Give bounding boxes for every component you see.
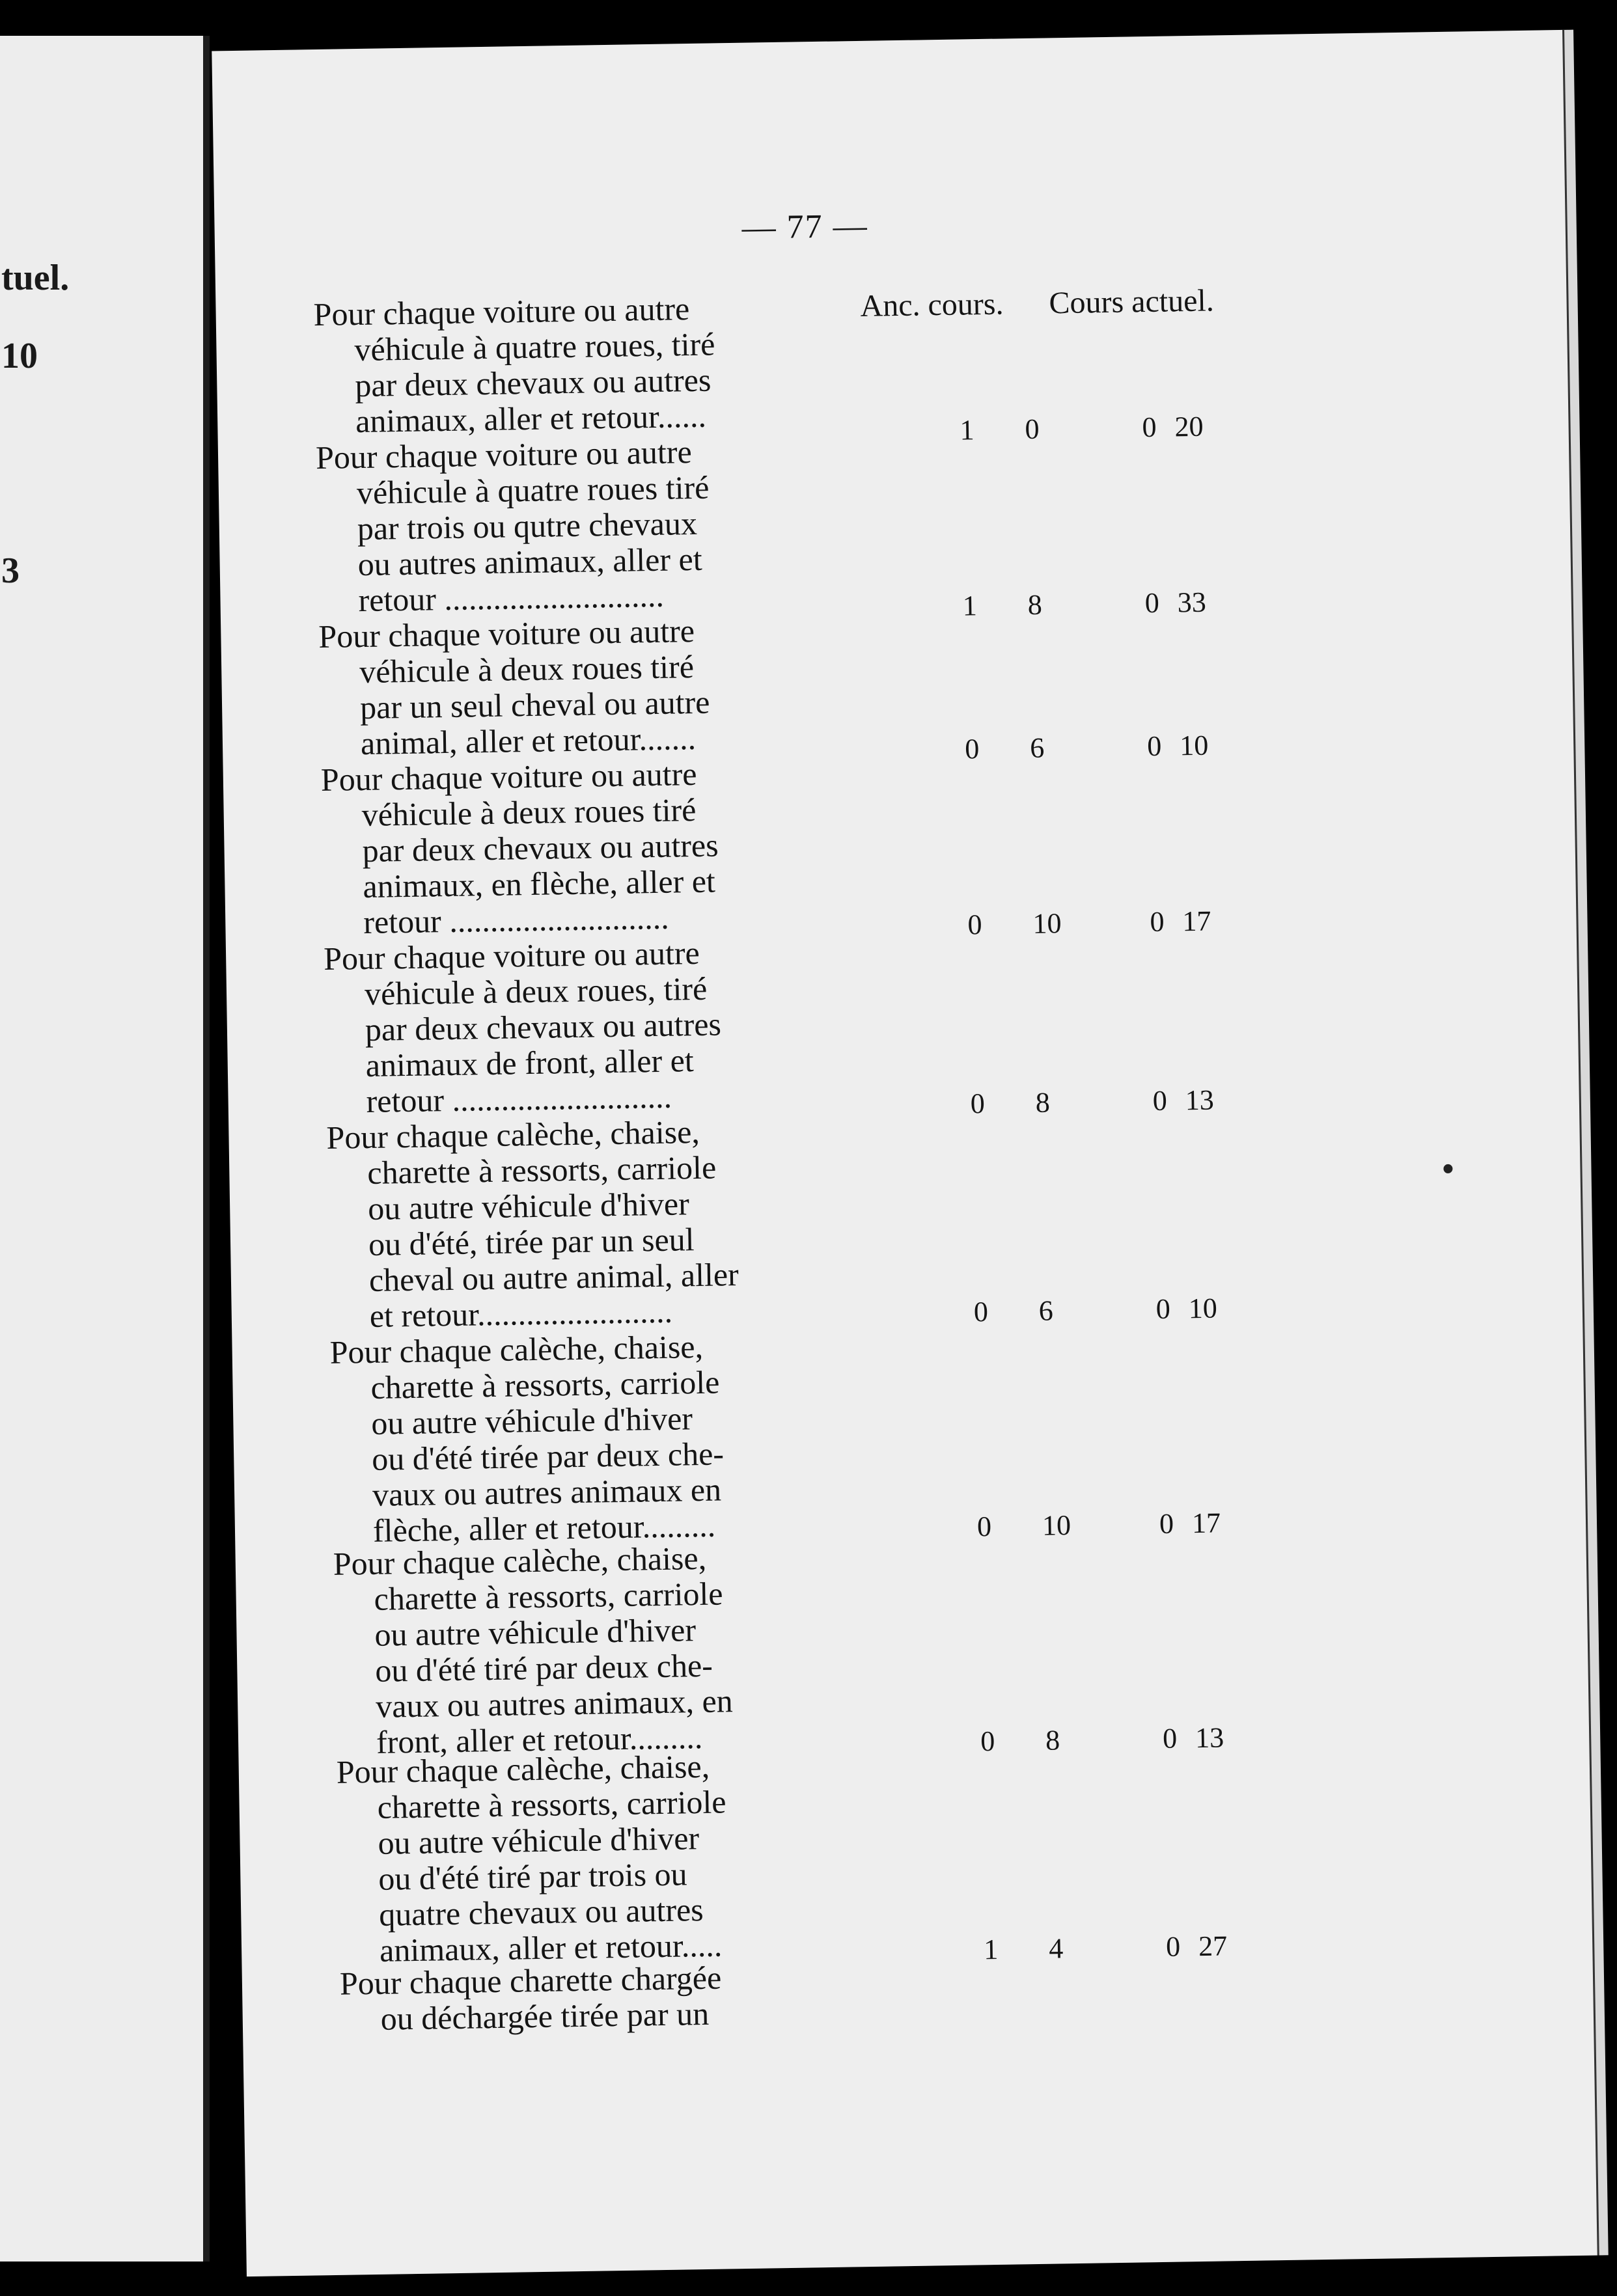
paper-speck bbox=[1443, 1164, 1452, 1173]
entry-line: retour ........................... bbox=[366, 1078, 672, 1119]
toll-entry bbox=[333, 1538, 831, 1761]
entry-line: ou déchargée tirée par un bbox=[380, 1995, 710, 2037]
entry-description bbox=[316, 432, 813, 619]
old-rate-pence: 8 bbox=[1035, 1086, 1051, 1119]
old-rate-shillings: 1 bbox=[960, 414, 974, 446]
entry-line: animaux, aller et retour...... bbox=[355, 397, 707, 440]
entry-line: ou autre véhicule d'hiver bbox=[367, 1185, 690, 1227]
previous-page-edge bbox=[0, 36, 210, 2262]
entry-description bbox=[326, 1112, 824, 1335]
entry-line: et retour........................ bbox=[369, 1292, 673, 1334]
current-rate-cents: 10 bbox=[1179, 729, 1209, 762]
entry-line: Pour chaque voiture ou autre bbox=[318, 612, 695, 655]
previous-page-fragment: tuel. bbox=[1, 258, 70, 298]
entry-line: charette à ressorts, carriole bbox=[366, 1149, 717, 1191]
current-rate-dollars: 0 bbox=[1146, 730, 1162, 763]
toll-entry bbox=[326, 1112, 824, 1335]
current-rate-dollars: 0 bbox=[1142, 411, 1157, 444]
toll-entry bbox=[336, 1747, 834, 1969]
entry-line: ou d'été tiré par trois ou bbox=[378, 1855, 687, 1897]
old-rate-shillings: 0 bbox=[976, 1510, 992, 1543]
old-rate-pence: 4 bbox=[1048, 1932, 1064, 1965]
entry-line: ou autres animaux, aller et bbox=[357, 540, 703, 583]
current-rate-cents: 33 bbox=[1177, 586, 1207, 619]
entry-line: véhicule à quatre roues, tiré bbox=[354, 325, 715, 368]
entry-line: Pour chaque calèche, chaise, bbox=[326, 1113, 700, 1156]
entry-line: véhicule à deux roues tiré bbox=[359, 648, 695, 690]
old-rate-shillings: 0 bbox=[964, 733, 980, 765]
entry-line: Pour chaque charette chargée bbox=[339, 1959, 722, 2002]
old-rate-shillings: 0 bbox=[967, 909, 982, 941]
current-rate-dollars: 0 bbox=[1155, 1292, 1171, 1325]
old-rate-pence: 6 bbox=[1038, 1294, 1054, 1327]
entry-line: charette à ressorts, carriole bbox=[370, 1363, 720, 1406]
entry-line: ou autre véhicule d'hiver bbox=[370, 1400, 693, 1442]
current-rate-dollars: 0 bbox=[1162, 1722, 1178, 1755]
entry-line: Pour chaque voiture ou autre bbox=[315, 433, 693, 476]
page-edge bbox=[1562, 30, 1609, 2256]
entry-line: par un seul cheval ou autre bbox=[359, 683, 710, 726]
entry-line: flèche, aller et retour......... bbox=[372, 1507, 716, 1549]
entry-line: ou d'été tiré par deux che- bbox=[374, 1647, 713, 1689]
toll-entry bbox=[340, 1958, 836, 2038]
entry-line: retour ........................... bbox=[363, 899, 670, 941]
entry-description bbox=[318, 611, 815, 762]
old-rate-shillings: 0 bbox=[973, 1296, 989, 1328]
entry-line: animaux, en flèche, aller et bbox=[363, 862, 716, 905]
old-rate-shillings: 1 bbox=[983, 1933, 999, 1966]
old-rate-pence: 6 bbox=[1029, 731, 1045, 764]
entry-line: charette à ressorts, carriole bbox=[377, 1783, 726, 1825]
entry-line: ou autre véhicule d'hiver bbox=[378, 1820, 700, 1861]
old-rate-shillings: 1 bbox=[962, 590, 978, 622]
entry-line: animaux de front, aller et bbox=[365, 1042, 695, 1084]
old-rate-pence: 8 bbox=[1027, 588, 1043, 621]
toll-entry bbox=[320, 754, 818, 941]
toll-entry bbox=[324, 933, 821, 1120]
current-rate-dollars: 0 bbox=[1150, 905, 1165, 938]
entry-line: véhicule à deux roues, tiré bbox=[364, 970, 708, 1013]
entry-line: retour ........................... bbox=[358, 577, 665, 619]
entry-line: ou d'été tirée par deux che- bbox=[371, 1435, 725, 1477]
old-rate-shillings: 0 bbox=[980, 1725, 995, 1758]
toll-entry bbox=[329, 1327, 827, 1550]
entry-description bbox=[333, 1538, 831, 1761]
entry-line: Pour chaque calèche, chaise, bbox=[336, 1747, 710, 1790]
entry-description bbox=[336, 1747, 834, 1969]
entry-line: vaux ou autres animaux en bbox=[372, 1471, 722, 1513]
entry-line: vaux ou autres animaux, en bbox=[375, 1682, 734, 1725]
entry-description bbox=[320, 754, 818, 941]
entry-line: animaux, aller et retour..... bbox=[379, 1926, 723, 1969]
toll-entry bbox=[313, 289, 810, 440]
toll-entry bbox=[316, 432, 813, 619]
entry-line: par trois ou qutre chevaux bbox=[357, 504, 698, 547]
old-rate-pence: 0 bbox=[1025, 413, 1040, 445]
column-header-current-rate: Cours actuel. bbox=[1049, 283, 1215, 321]
entry-line: ou autre véhicule d'hiver bbox=[374, 1611, 697, 1653]
current-rate-dollars: 0 bbox=[1165, 1930, 1181, 1963]
current-rate-dollars: 0 bbox=[1152, 1084, 1168, 1117]
entry-line: par deux chevaux ou autres bbox=[362, 827, 719, 869]
old-rate-shillings: 0 bbox=[970, 1087, 986, 1120]
entry-line: animal, aller et retour....... bbox=[360, 719, 697, 762]
entry-line: véhicule à deux roues tiré bbox=[361, 791, 697, 834]
current-rate-cents: 17 bbox=[1182, 905, 1211, 938]
column-header-old-rate: Anc. cours. bbox=[860, 286, 1004, 323]
entry-line: Pour chaque voiture ou autre bbox=[323, 934, 700, 977]
document-page bbox=[212, 30, 1599, 2276]
current-rate-dollars: 0 bbox=[1159, 1507, 1174, 1540]
old-rate-pence: 10 bbox=[1042, 1509, 1071, 1542]
entry-line: Pour chaque calèche, chaise, bbox=[329, 1328, 704, 1371]
current-rate-cents: 17 bbox=[1191, 1507, 1221, 1540]
current-rate-cents: 27 bbox=[1198, 1930, 1228, 1963]
entry-line: Pour chaque calèche, chaise, bbox=[333, 1539, 707, 1582]
current-rate-cents: 13 bbox=[1195, 1721, 1224, 1755]
current-rate-cents: 13 bbox=[1185, 1084, 1215, 1117]
entry-line: ou d'été, tirée par un seul bbox=[368, 1221, 695, 1263]
entry-line: Pour chaque voiture ou autre bbox=[320, 755, 697, 799]
page-number: — 77 — bbox=[741, 207, 869, 247]
entry-description bbox=[340, 1958, 836, 2038]
previous-page-fragment: 3 bbox=[1, 551, 20, 591]
toll-entry bbox=[318, 611, 815, 762]
current-rate-cents: 10 bbox=[1188, 1292, 1218, 1325]
old-rate-pence: 8 bbox=[1045, 1724, 1060, 1756]
entry-description bbox=[324, 933, 821, 1120]
current-rate-dollars: 0 bbox=[1144, 586, 1160, 620]
entry-line: cheval ou autre animal, aller bbox=[368, 1256, 739, 1298]
entry-line: par deux chevaux ou autres bbox=[365, 1005, 722, 1048]
entry-description bbox=[313, 289, 810, 440]
entry-line: quatre chevaux ou autres bbox=[378, 1891, 704, 1933]
entry-line: Pour chaque voiture ou autre bbox=[313, 290, 690, 333]
previous-page-fragment: 10 bbox=[1, 336, 38, 376]
entry-line: par deux chevaux ou autres bbox=[354, 361, 712, 404]
current-rate-cents: 20 bbox=[1174, 410, 1204, 443]
entry-line: charette à ressorts, carriole bbox=[374, 1575, 723, 1617]
entry-description bbox=[329, 1327, 827, 1550]
entry-line: front, aller et retour......... bbox=[376, 1719, 703, 1760]
old-rate-pence: 10 bbox=[1032, 907, 1062, 940]
entry-line: véhicule à quatre roues tiré bbox=[356, 469, 710, 512]
